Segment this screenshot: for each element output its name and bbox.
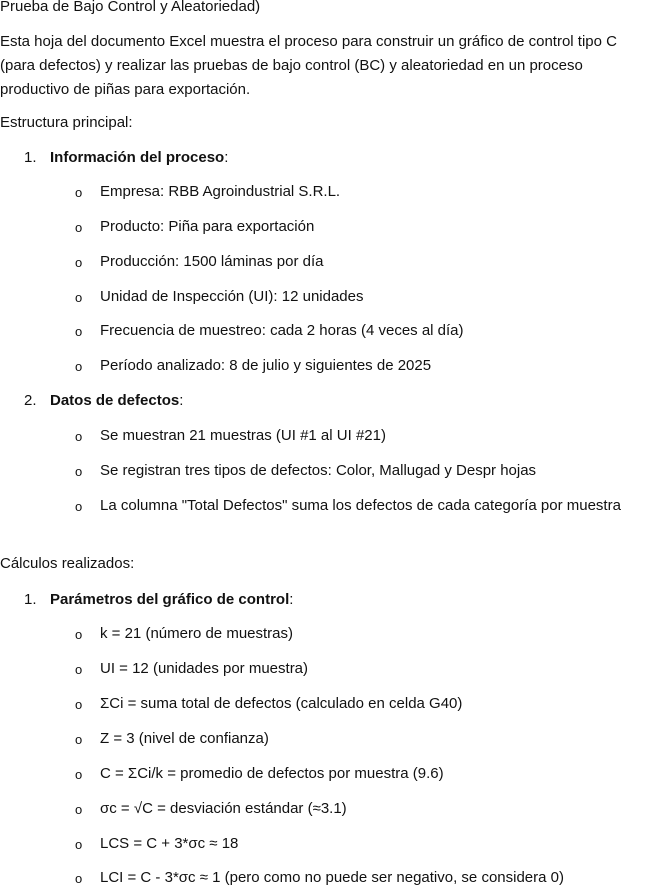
bullet-icon: o bbox=[75, 662, 83, 677]
section3-number: 1. bbox=[24, 591, 37, 608]
bullet-icon: o bbox=[75, 627, 83, 642]
bullet-icon: o bbox=[75, 185, 83, 200]
section1-number: 1. bbox=[24, 149, 37, 166]
list-item: Empresa: RBB Agroindustrial S.R.L. bbox=[100, 183, 341, 200]
bullet-icon: o bbox=[75, 871, 83, 886]
section3-heading: Parámetros del gráfico de control bbox=[50, 591, 290, 608]
structure-heading: Estructura principal: bbox=[0, 114, 133, 131]
list-item: La columna "Total Defectos" suma los defectos de cada categoría por muestra bbox=[100, 497, 621, 514]
bullet-icon: o bbox=[75, 697, 83, 712]
bullet-icon: o bbox=[75, 837, 83, 852]
intro-paragraph: Esta hoja del documento Excel muestra el proceso para construir un gráfico de control tipo C (para defectos) y realizar las pruebas de bajo control (BC) y aleatoriedad en un proceso productivo de piñas para exportación. bbox=[0, 33, 617, 98]
section2-colon: : bbox=[179, 392, 184, 409]
bullet-icon: o bbox=[75, 767, 83, 782]
section2-heading: Datos de defectos bbox=[50, 392, 180, 409]
section3-colon: : bbox=[289, 591, 294, 608]
list-item: Unidad de Inspección (UI): 12 unidades bbox=[100, 288, 364, 305]
bullet-icon: o bbox=[75, 732, 83, 747]
bullet-icon: o bbox=[75, 499, 83, 514]
list-item: Z = 3 (nivel de confianza) bbox=[100, 730, 269, 747]
bullet-icon: o bbox=[75, 802, 83, 817]
list-item: C = ΣCi/k = promedio de defectos por muestra (9.6) bbox=[100, 765, 444, 782]
list-item: Producto: Piña para exportación bbox=[100, 218, 315, 235]
list-item: Período analizado: 8 de julio y siguientes de 2025 bbox=[100, 357, 432, 374]
section1-heading: Información del proceso bbox=[50, 149, 225, 166]
list-item: LCI = C - 3*σc ≈ 1 (pero como no puede ser negativo, se considera 0) bbox=[100, 869, 564, 886]
section1-colon: : bbox=[224, 149, 229, 166]
bullet-icon: o bbox=[75, 220, 83, 235]
section3-title bbox=[50, 589, 293, 611]
bullet-icon: o bbox=[75, 359, 83, 374]
section1-title bbox=[50, 147, 228, 169]
bullet-icon: o bbox=[75, 464, 83, 479]
list-item: Frecuencia de muestreo: cada 2 horas (4 veces al día) bbox=[100, 322, 464, 339]
list-item: Se muestran 21 muestras (UI #1 al UI #21) bbox=[100, 427, 386, 444]
list-item: Se registran tres tipos de defectos: Color, Mallugad y Despr hojas bbox=[100, 462, 537, 479]
list-item: ΣCi = suma total de defectos (calculado en celda G40) bbox=[100, 695, 463, 712]
list-item: UI = 12 (unidades por muestra) bbox=[100, 660, 309, 677]
bullet-icon: o bbox=[75, 324, 83, 339]
list-item: k = 21 (número de muestras) bbox=[100, 625, 294, 642]
section2-title bbox=[50, 390, 183, 412]
bullet-icon: o bbox=[75, 255, 83, 270]
section2-number: 2. bbox=[24, 392, 37, 409]
list-item: σc = √C = desviación estándar (≈3.1) bbox=[100, 800, 347, 817]
bullet-icon: o bbox=[75, 290, 83, 305]
list-item: LCS = C + 3*σc ≈ 18 bbox=[100, 835, 239, 852]
bullet-icon: o bbox=[75, 429, 83, 444]
document-title: Prueba de Bajo Control y Aleatoriedad) bbox=[0, 0, 261, 15]
calc-heading: Cálculos realizados: bbox=[0, 555, 135, 572]
list-item: Producción: 1500 láminas por día bbox=[100, 253, 324, 270]
